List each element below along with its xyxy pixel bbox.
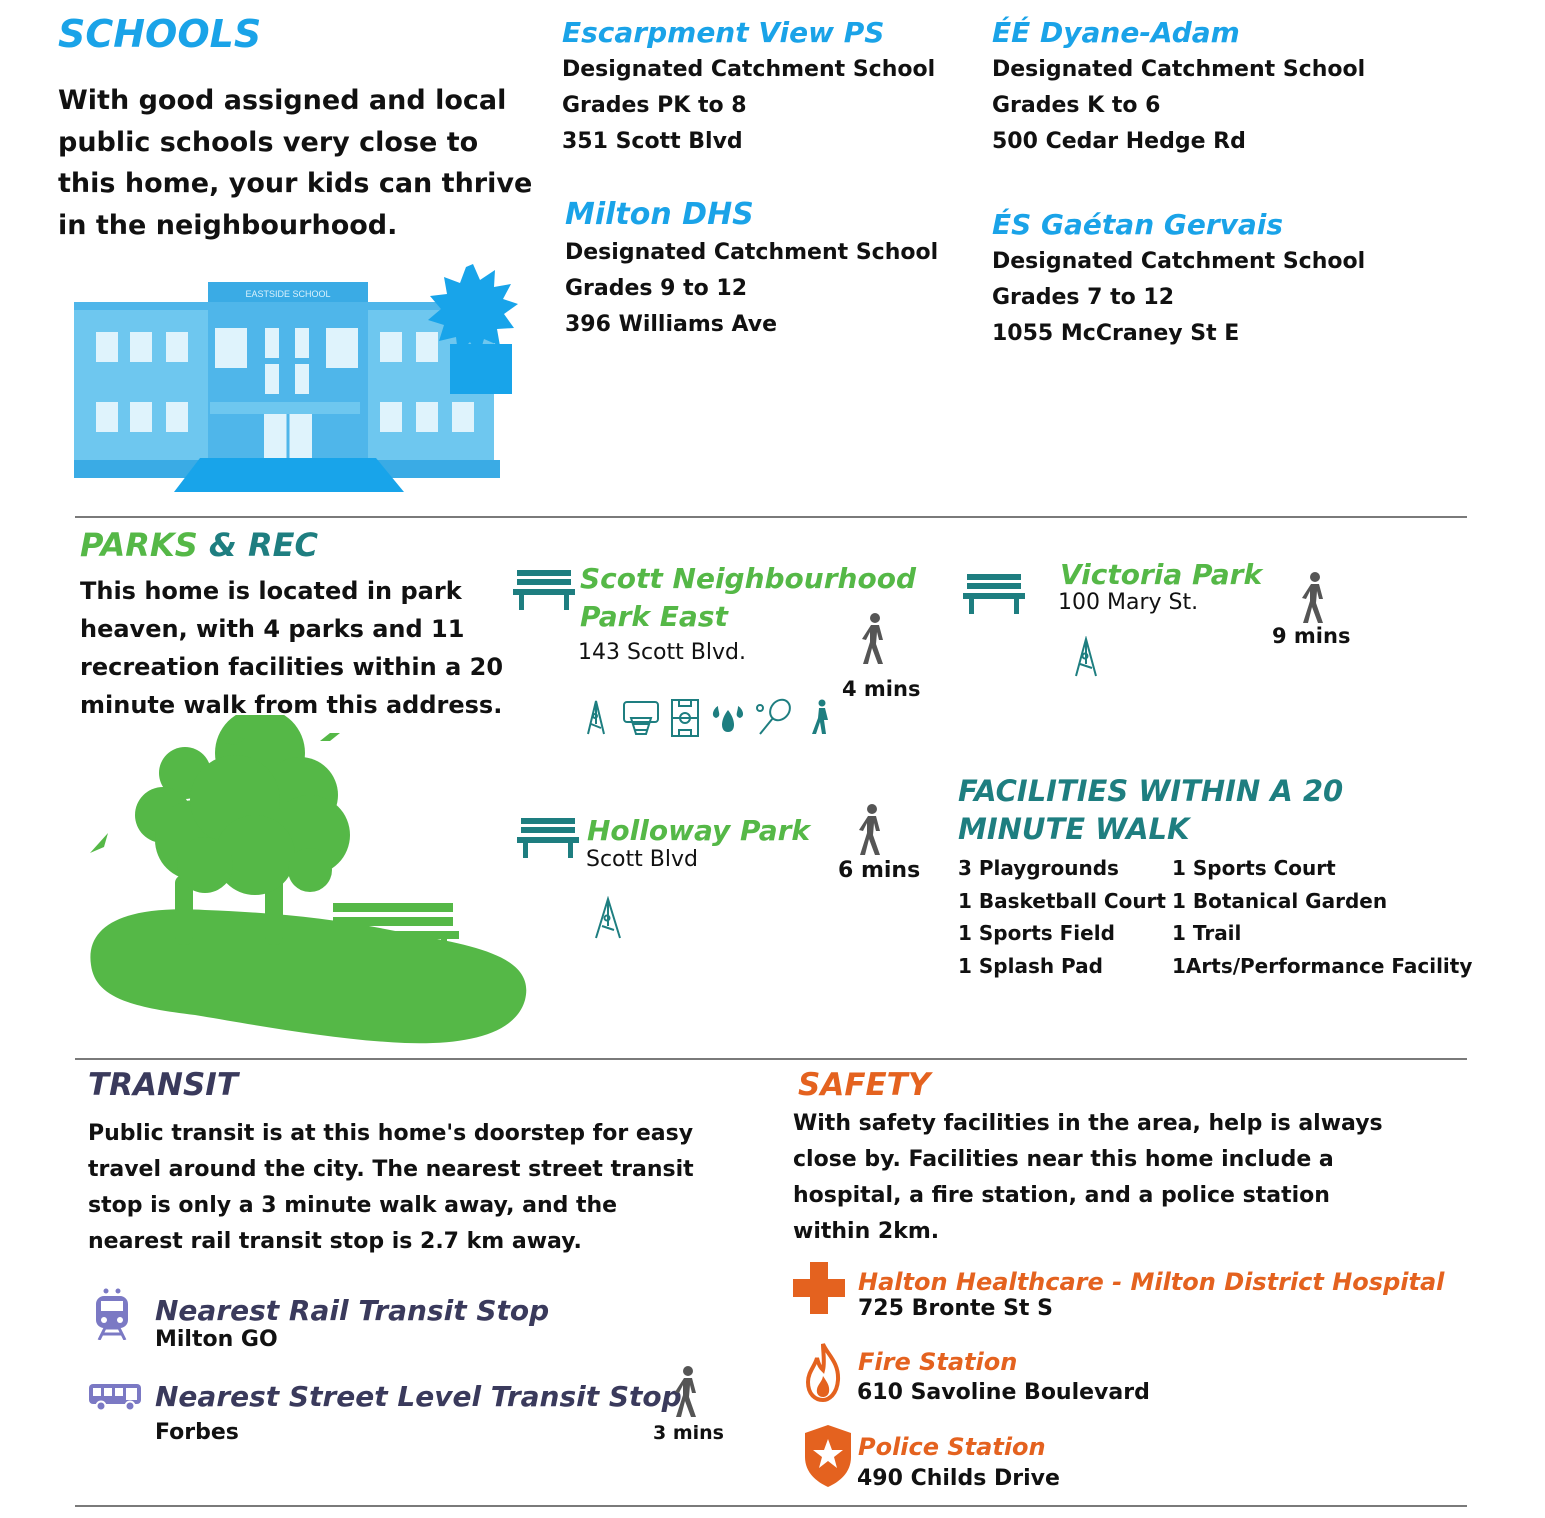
school-type: Designated Catchment School xyxy=(992,57,1366,82)
schools-description: With good assigned and local public schools very close to this home, your kids can thrive in the neighbourhood. xyxy=(58,85,533,241)
walking-person-icon xyxy=(1297,571,1331,625)
park-name: Victoria Park xyxy=(1060,558,1263,591)
facility-item: 1 Splash Pad xyxy=(958,953,1103,978)
park-name: Holloway Park xyxy=(587,814,811,847)
tennis-racquet-icon xyxy=(757,698,794,734)
walk-time: 9 mins xyxy=(1272,624,1351,648)
school-grades: Grades 9 to 12 xyxy=(565,276,748,301)
parks-heading-b: & REC xyxy=(197,526,318,564)
rail-stop-label: Nearest Rail Transit Stop xyxy=(155,1294,550,1327)
police-badge-icon xyxy=(805,1425,851,1487)
facilities-heading xyxy=(958,772,1343,848)
facilities-list-col2 xyxy=(1172,852,1472,982)
sports-field-icon xyxy=(672,700,698,736)
facility-item: 1 Botanical Garden xyxy=(1172,888,1388,913)
school-name: ÉS Gaétan Gervais xyxy=(992,208,1284,241)
school-card xyxy=(562,14,935,160)
school-type: Designated Catchment School xyxy=(992,249,1366,274)
park-tree-illustration xyxy=(85,715,535,1050)
parks-description: This home is located in park heaven, with 4 parks and 11 recreation facilities within a 20 minute walk from this address. xyxy=(80,577,504,719)
transit-heading: TRANSIT xyxy=(88,1067,238,1103)
street-stop-label: Nearest Street Level Transit Stop xyxy=(155,1380,682,1413)
basketball-hoop-icon xyxy=(624,702,658,734)
school-name: Milton DHS xyxy=(565,197,754,232)
fire-station-address: 610 Savoline Boulevard xyxy=(857,1380,1150,1405)
school-grades: Grades 7 to 12 xyxy=(992,285,1175,310)
rail-stop-name: Milton GO xyxy=(155,1327,278,1352)
walk-time: 3 mins xyxy=(653,1422,724,1444)
facilities-list-col1 xyxy=(958,852,1166,982)
school-address: 351 Scott Blvd xyxy=(562,129,743,154)
walk-time: 6 mins xyxy=(838,858,921,883)
hiker-trail-icon xyxy=(812,700,828,735)
park-address: 143 Scott Blvd. xyxy=(578,640,746,665)
hospital-name: Halton Healthcare - Milton District Hospital xyxy=(858,1268,1445,1296)
bench-icon xyxy=(963,572,1025,616)
school-name: ÉÉ Dyane-Adam xyxy=(992,16,1240,49)
facility-icons-row xyxy=(580,698,835,740)
bus-icon xyxy=(88,1382,142,1412)
splash-pad-icon xyxy=(713,706,743,732)
school-sign: EASTSIDE SCHOOL xyxy=(245,289,331,299)
schools-heading: SCHOOLS xyxy=(58,12,262,56)
school-type: Designated Catchment School xyxy=(562,57,936,82)
park-name-line2: Park East xyxy=(580,600,728,633)
school-card xyxy=(565,195,938,343)
transit-description: Public transit is at this home's doorstep for easy travel around the city. The nearest street transit stop is only a 3 minute walk away, and the nearest rail transit stop is 2.7 km away. xyxy=(88,1121,694,1254)
section-divider xyxy=(75,1505,1467,1507)
bench-icon xyxy=(513,568,575,612)
safety-heading: SAFETY xyxy=(798,1067,931,1103)
playground-swing-icon xyxy=(590,896,626,940)
fire-station-name: Fire Station xyxy=(858,1348,1018,1376)
walking-person-icon xyxy=(857,612,891,666)
safety-description: With safety facilities in the area, help is always close by. Facilities near this home include a hospital, a fire station, and a police station within 2km. xyxy=(793,1111,1383,1244)
bench-icon xyxy=(517,816,579,860)
police-station-name: Police Station xyxy=(858,1433,1046,1461)
facilities-heading-line1: FACILITIES WITHIN A 20 xyxy=(958,774,1344,808)
fire-flame-icon xyxy=(805,1342,841,1402)
school-grades: Grades K to 6 xyxy=(992,93,1161,118)
train-icon xyxy=(93,1288,131,1340)
school-address: 500 Cedar Hedge Rd xyxy=(992,129,1246,154)
park-name-line1: Scott Neighbourhood xyxy=(580,562,916,595)
facility-item: 3 Playgrounds xyxy=(958,856,1119,880)
parks-heading xyxy=(80,526,318,564)
park-address: 100 Mary St. xyxy=(1058,590,1199,615)
school-card xyxy=(992,14,1365,160)
parks-heading-a: PARKS xyxy=(80,526,198,564)
facility-item: 1Arts/Performance Facility xyxy=(1172,953,1473,978)
park-address: Scott Blvd xyxy=(586,847,698,872)
section-divider xyxy=(75,1058,1467,1060)
school-grades: Grades PK to 8 xyxy=(562,93,747,118)
police-station-address: 490 Childs Drive xyxy=(857,1466,1060,1491)
facilities-heading-line2: MINUTE WALK xyxy=(958,812,1190,846)
school-type: Designated Catchment School xyxy=(565,240,939,265)
facility-item: 1 Sports Field xyxy=(958,921,1115,945)
facility-item: 1 Basketball Court xyxy=(958,888,1166,913)
school-name: Escarpment View PS xyxy=(562,16,885,49)
walking-person-icon xyxy=(854,803,888,857)
street-stop-name: Forbes xyxy=(155,1420,239,1445)
school-card xyxy=(992,206,1365,352)
school-building-illustration xyxy=(70,262,520,494)
hospital-cross-icon xyxy=(793,1262,845,1314)
school-address: 1055 McCraney St E xyxy=(992,321,1240,346)
playground-swing-icon xyxy=(588,701,604,734)
facility-item: 1 Sports Court xyxy=(1172,856,1336,880)
section-divider xyxy=(75,516,1467,518)
walking-person-icon xyxy=(670,1365,704,1419)
playground-swing-icon xyxy=(1068,636,1104,678)
walk-time: 4 mins xyxy=(842,677,921,701)
facility-item: 1 Trail xyxy=(1172,921,1242,945)
hospital-address: 725 Bronte St S xyxy=(858,1296,1053,1321)
school-address: 396 Williams Ave xyxy=(565,312,778,337)
